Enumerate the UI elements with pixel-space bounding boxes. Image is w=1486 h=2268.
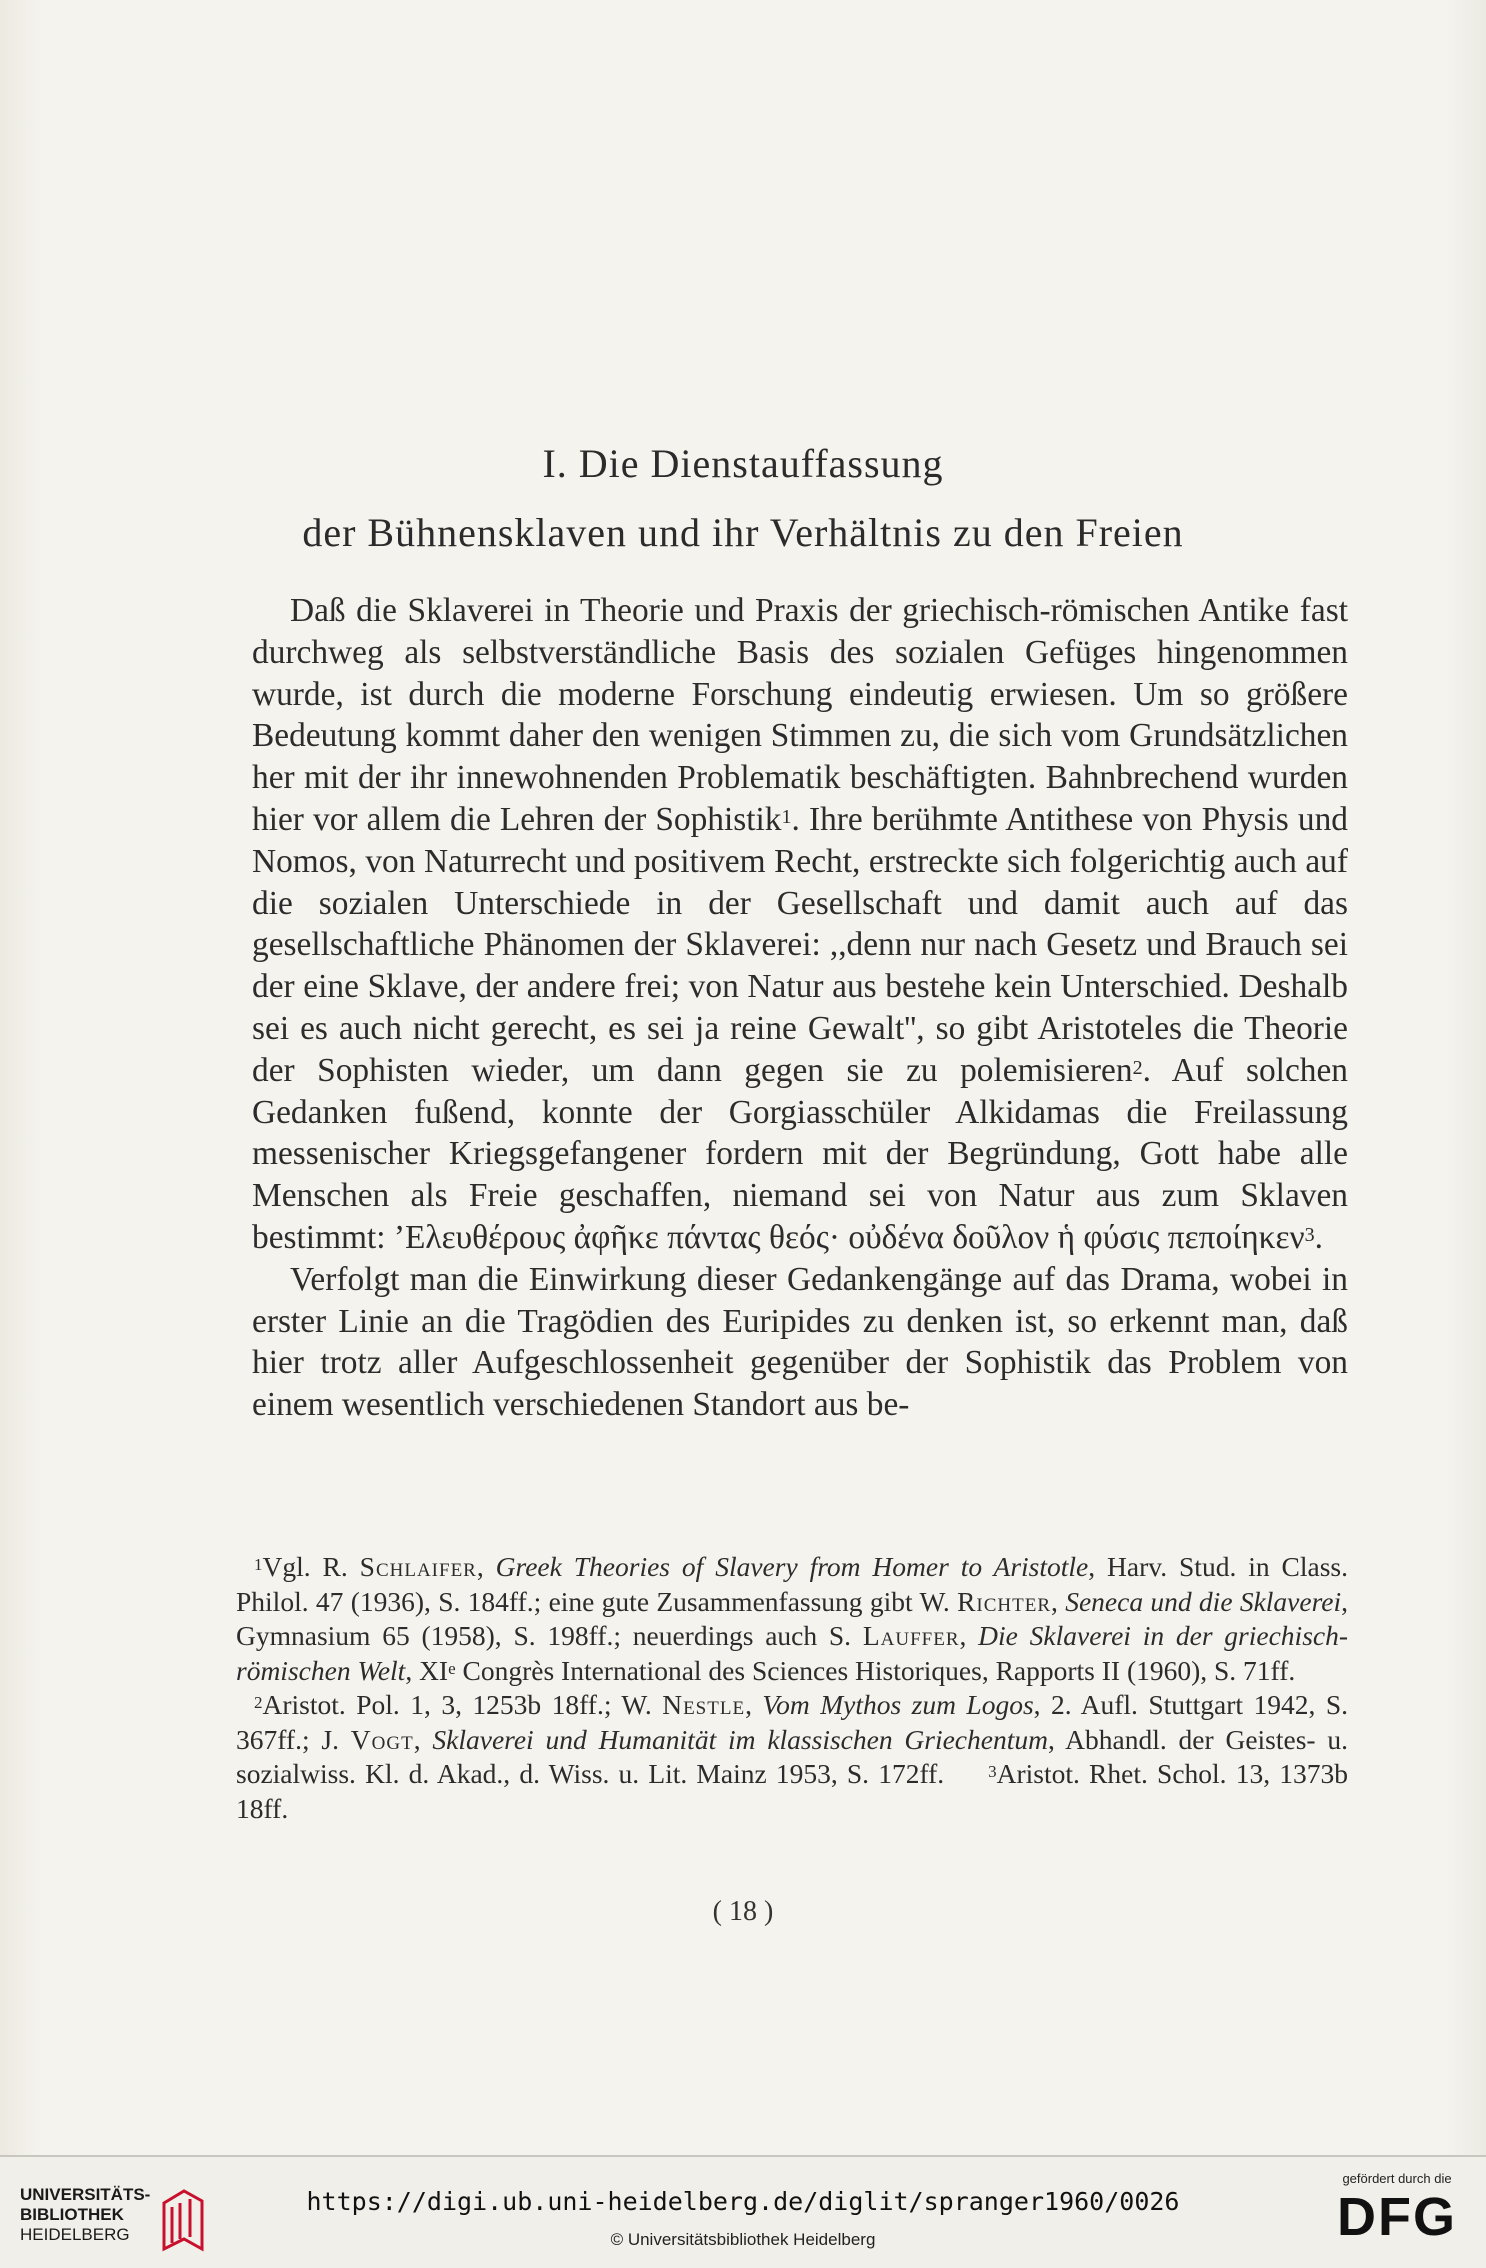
chapter-title: I. Die Dienstauffassung: [542, 441, 944, 486]
chapter-subtitle: der Bühnensklaven und ihr Verhältnis zu den Freien: [302, 510, 1184, 555]
footnote-ref-1: 1: [781, 805, 792, 828]
footnote-1-mark: 1: [254, 1555, 263, 1574]
paragraph-1: [252, 590, 1348, 1259]
footnote-2-author: Vogt: [350, 1723, 414, 1755]
footnote-1-title: Seneca und die Sklaverei: [1065, 1585, 1342, 1617]
library-name-line2: BIBLIOTHEK: [20, 2205, 124, 2224]
footnote-1-text: , Harv. Stud. in Class. Philol. 47 (1936), S. 184ff.; eine gute Zusammenfassung gibt W.: [236, 1551, 1349, 1617]
copyright-notice: © Universitätsbibliothek Heidelberg: [610, 2230, 876, 2249]
paragraph-1-part-a: Daß die Sklaverei in Theorie und Praxis der griechisch-römischen Antike fast durchweg als selbstverständliche Basis des sozialen Gefüges hingenommen wurde, ist durch die moderne Forschung eindeutig erwiesen. Um so größere Bedeutung kommt daher den wenigen Stimmen zu, die sich vom Grundsätzlichen her mit der ihr innewohnenden Problematik beschäftigten. Bahnbrechend wurden hier vor allem die Lehren der Sophistik: [252, 592, 1348, 838]
footnote-ref-3: 3: [1304, 1223, 1315, 1246]
footnote-2-mark: 2: [254, 1693, 263, 1712]
body-text: [252, 590, 1348, 1426]
paragraph-2: Verfolgt man die Einwirkung dieser Gedankengänge auf das Drama, wobei in erster Linie an die Tragödien des Euripides zu denken ist, so erkennt man, daß hier trotz aller Aufgeschlossenheit gegenüber der Sophistik das Problem von einem wesentlich verschiedenen Standort aus be-: [252, 1260, 1348, 1424]
footnote-1-text: , Gymnasium 65 (1958), S. 198ff.; neuerdings auch S.: [236, 1585, 1349, 1651]
library-name-line3: HEIDELBERG: [20, 2225, 130, 2244]
footnote-3-mark: 3: [988, 1762, 997, 1781]
footnote-1-author: Richter: [957, 1585, 1052, 1617]
paragraph-1-part-d: .: [1314, 1218, 1323, 1256]
footnote-1-text: Congrès International des Sciences Historiques, Rapports II (1960), S. 71ff.: [455, 1654, 1296, 1686]
footnote-1-text: ,: [1051, 1585, 1066, 1617]
paragraph-1-part-c: . Auf solchen Gedanken fußend, konnte der Gorgiasschüler Alkidamas die Freilassung messenischer Kriegsgefangener fordern mit der Begründung, Gott habe alle Menschen als Freie geschaffen, niemand sei von Natur aus zum Sklaven bestimmt: ’Ελευθέρους ἀφῆκε πάντας θεός· οὐδένα δοῦλον ἡ φύσις πεποίηκεν: [252, 1051, 1348, 1256]
footnote-2-text: Aristot. Pol. 1, 3, 1253b 18ff.; W.: [262, 1689, 663, 1720]
footnote-1-author: Lauffer: [862, 1620, 960, 1651]
footnote-2-text: , Abhandl. der Geistes- u. sozialwiss. Kl. d. Akad., d. Wiss. u. Lit. Mainz 1953, S. 172ff.: [236, 1723, 1349, 1789]
footnote-2-text: , 2. Aufl. Stuttgart 1942, S. 367ff.; J.: [236, 1689, 1349, 1755]
footnote-1-text: ,: [959, 1620, 979, 1651]
footnote-1-superscript: e: [448, 1658, 456, 1678]
footnote-2-title: Vom Mythos zum Logos: [762, 1689, 1034, 1720]
footnote-1-title: Die Sklaverei in der griechisch-römischen Welt: [236, 1620, 1349, 1686]
footnote-3-text: Aristot. Rhet. Schol. 13, 1373b 18ff.: [236, 1758, 1348, 1824]
footnotes: [236, 1550, 1348, 1826]
funded-by-label: gefördert durch die: [1342, 2171, 1452, 2186]
footnote-1-title: Greek Theories of Slavery from Homer to Aristotle: [495, 1551, 1089, 1582]
library-name-line1: UNIVERSITÄTS-: [20, 2185, 151, 2204]
dfg-logo[interactable]: [1332, 2171, 1462, 2247]
footnote-1-author: Schlaifer: [359, 1551, 477, 1582]
paragraph-1-part-b: . Ihre berühmte Antithese von Physis und Nomos, von Naturrecht und positivem Recht, erstreckte sich folgerichtig auch auf die sozialen Unterschiede in der Gesellschaft und damit auch auf das gesellschaftliche Phänomen der Sklaverei: ,,denn nur nach Gesetz und Brauch sei der eine Sklave, der andere frei; von Natur aus bestehe kein Unterschied. Deshalb sei es auch nicht gerecht, es sei ja reine Gewalt'', so gibt Aristoteles die Theorie der Sophisten wieder, um dann gegen sie zu polemisieren: [252, 800, 1349, 1089]
footnote-1-text: ,: [476, 1551, 496, 1582]
footnote-2-title: Sklaverei und Humanität im klassischen Griechentum: [432, 1723, 1048, 1755]
footnote-2-author: Nestle: [662, 1689, 746, 1720]
footnote-1-text: , XI: [405, 1654, 449, 1686]
footnote-2-text: ,: [413, 1723, 433, 1755]
page-number: ( 18 ): [712, 1896, 774, 1927]
library-footer: [0, 2155, 1486, 2268]
footnote-1-text: Vgl. R.: [262, 1551, 360, 1582]
dfg-wordmark: DFG: [1337, 2187, 1457, 2247]
footnote-1: [236, 1550, 1348, 1688]
permalink-url[interactable]: https://digi.ub.uni-heidelberg.de/diglit/spranger1960/0026: [306, 2187, 1180, 2216]
footnote-2: [236, 1688, 1348, 1826]
footnote-2-text: ,: [745, 1689, 763, 1720]
footnote-ref-2: 2: [1132, 1056, 1143, 1079]
